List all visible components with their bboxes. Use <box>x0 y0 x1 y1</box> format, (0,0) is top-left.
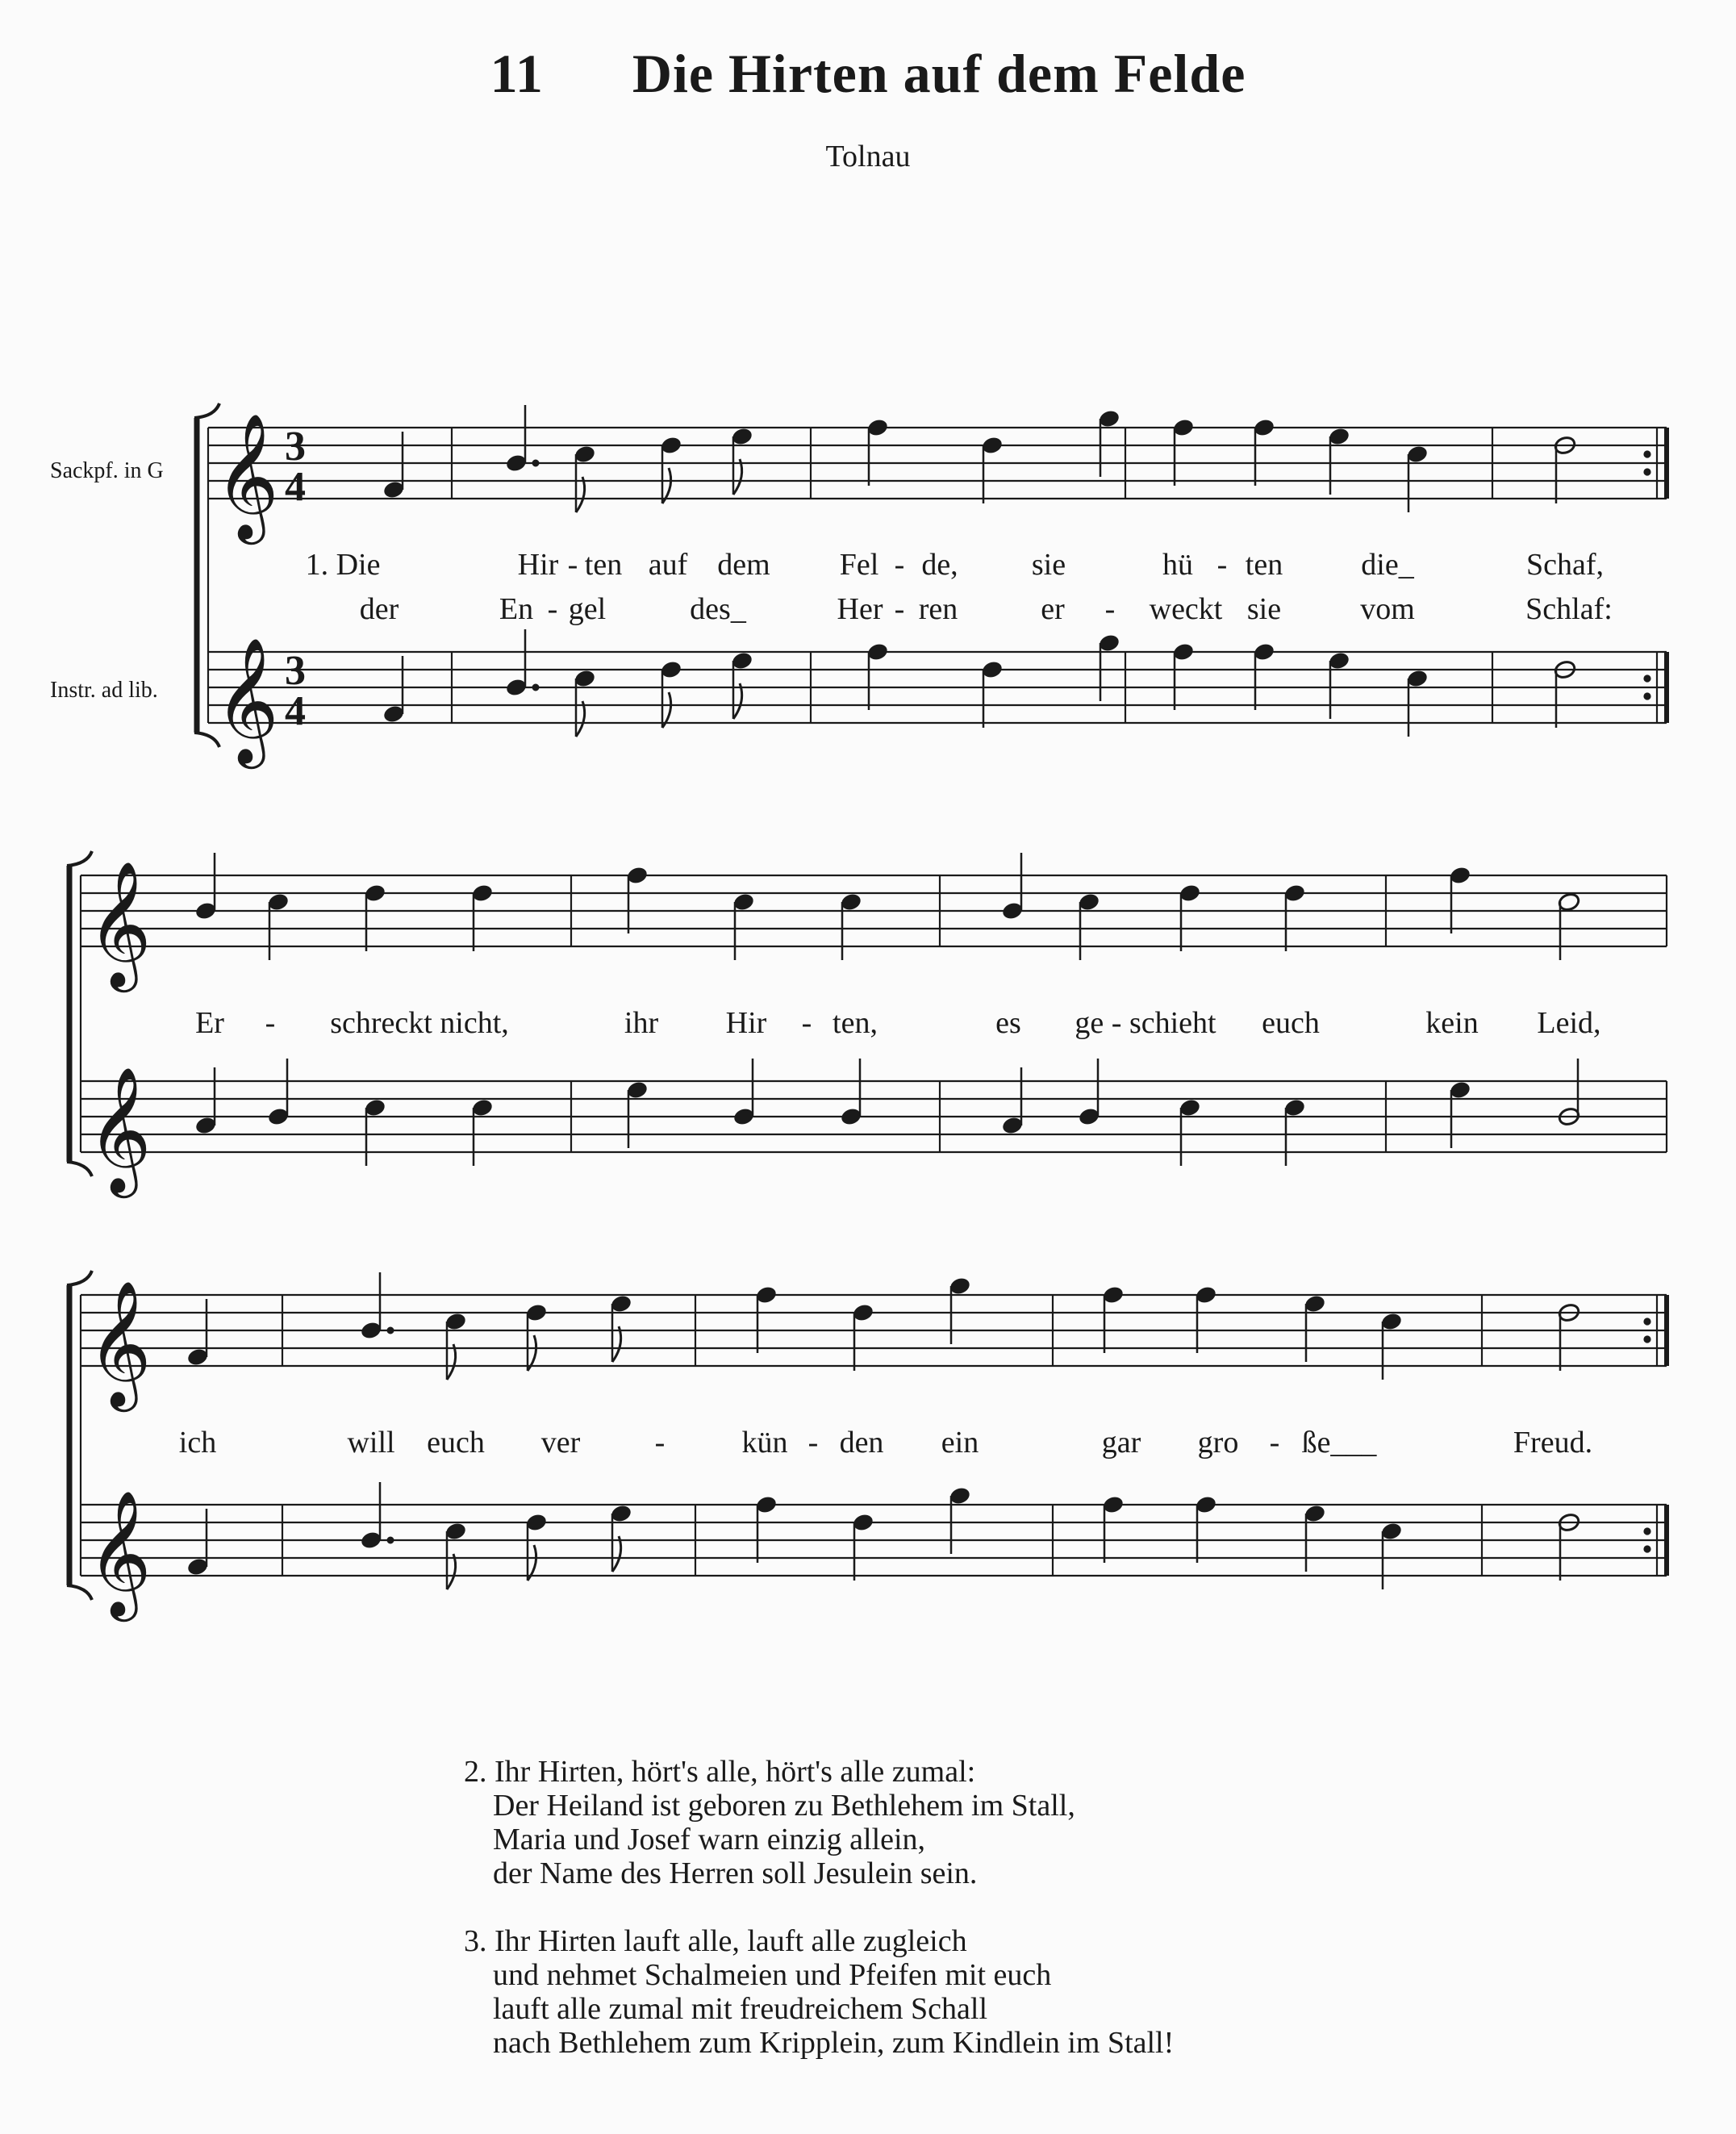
lyric-syllable: vom <box>1360 592 1415 626</box>
instrument-label-lower: Instr. ad lib. <box>50 678 158 703</box>
verse-line: Maria und Josef warn einzig allein, <box>493 1823 926 1856</box>
lyric-syllable: hü <box>1162 548 1193 582</box>
lyric-syllable: de, <box>921 548 958 582</box>
lyric-syllable: ren <box>918 592 958 626</box>
augmentation-dot <box>387 1327 394 1334</box>
repeat-dot <box>1645 452 1650 457</box>
lyric-syllable: ich <box>178 1426 217 1460</box>
lyric-syllable: Hir <box>725 1006 767 1040</box>
repeat-dot <box>1645 1337 1650 1343</box>
lyric-syllable: sie <box>1031 548 1066 582</box>
note-flag <box>612 1536 621 1572</box>
verse-line: Der Heiland ist geboren zu Bethlehem im Stall, <box>493 1789 1075 1823</box>
treble-clef-icon: 𝄞 <box>87 860 152 987</box>
lyric-syllable: es <box>995 1006 1021 1040</box>
lyric-syllable: - <box>1216 548 1228 582</box>
additional-verses <box>464 1755 1174 2094</box>
lyric-syllable: Her <box>837 592 883 626</box>
lyric-syllable: - <box>807 1426 819 1460</box>
lyric-syllable: Er <box>195 1006 224 1040</box>
lyric-syllable: will <box>347 1426 395 1460</box>
song-origin: Tolnau <box>825 140 911 173</box>
lyric-syllable: Schlaf: <box>1525 592 1613 626</box>
time-signature-lower: 4 <box>285 688 306 734</box>
lyric-syllable: - <box>265 1006 276 1040</box>
lyric-syllable: Fel <box>839 548 879 582</box>
lyric-syllable: En <box>499 592 534 626</box>
verse-line: der Name des Herren soll Jesulein sein. <box>493 1856 978 1890</box>
note-flag <box>447 1344 456 1380</box>
repeat-dot <box>1645 676 1650 682</box>
repeat-dot <box>1645 470 1650 475</box>
note-flag <box>576 477 585 512</box>
verse-line: nach Bethlehem zum Kripplein, zum Kindlein im Stall! <box>493 2026 1175 2060</box>
note-flag <box>733 459 742 495</box>
lyric-syllable: dem <box>717 548 770 582</box>
lyric-syllable: - <box>547 592 558 626</box>
repeat-dot <box>1645 694 1650 700</box>
lyric-syllable: ten <box>1245 548 1283 582</box>
verse-line: 2. Ihr Hirten, hört's alle, hört's alle zumal: <box>464 1755 976 1789</box>
lyric-syllable: gro <box>1197 1426 1239 1460</box>
augmentation-dot <box>532 460 539 466</box>
lyric-syllable: 1. Die <box>305 548 381 582</box>
repeat-dot <box>1645 1547 1650 1552</box>
song-number: 11 <box>490 43 544 104</box>
note-flag <box>447 1554 456 1589</box>
lyric-syllable: ten <box>584 548 623 582</box>
lyric-syllable: der <box>359 592 399 626</box>
lyric-syllable: des_ <box>690 592 746 626</box>
lyric-syllable: - <box>1104 592 1116 626</box>
lyric-syllable: ten, <box>833 1006 878 1040</box>
lyric-syllable: - <box>567 548 578 582</box>
time-signature-upper: 3 <box>285 648 306 694</box>
repeat-dot <box>1645 1319 1650 1325</box>
note-flag <box>733 683 742 719</box>
lyric-syllable: ver <box>540 1426 581 1460</box>
note-flag <box>612 1326 621 1362</box>
lyric-syllable: den <box>839 1426 884 1460</box>
lyric-syllable: kün <box>741 1426 788 1460</box>
treble-clef-icon: 𝄞 <box>215 412 279 539</box>
time-signature-upper: 3 <box>285 424 306 470</box>
lyric-syllable: euch <box>427 1426 485 1460</box>
treble-clef-icon: 𝄞 <box>87 1066 152 1192</box>
song-title-text: Die Hirten auf dem Felde <box>632 43 1246 104</box>
verse-line: und nehmet Schalmeien und Pfeifen mit euch <box>493 1958 1052 1992</box>
verse-3 <box>464 1924 1174 2060</box>
lyric-syllable: Freud. <box>1513 1426 1593 1460</box>
lyric-syllable: euch <box>1262 1006 1320 1040</box>
lyric-syllable: - <box>801 1006 812 1040</box>
verse-line: 3. Ihr Hirten lauft alle, lauft alle zugleich <box>464 1924 967 1958</box>
augmentation-dot <box>387 1537 394 1543</box>
repeat-dot <box>1645 1529 1650 1535</box>
lyric-syllable: ge - schieht <box>1075 1006 1216 1040</box>
time-signature-lower: 4 <box>285 464 306 510</box>
lyric-syllable: Schaf, <box>1525 548 1605 582</box>
augmentation-dot <box>532 684 539 691</box>
lyric-syllable: ße___ <box>1301 1426 1377 1460</box>
lyric-syllable: weckt <box>1149 592 1223 626</box>
note-flag <box>576 701 585 737</box>
verse-line: lauft alle zumal mit freudreichem Schall <box>493 1992 988 2026</box>
lyric-syllable: sie <box>1246 592 1282 626</box>
treble-clef-icon: 𝄞 <box>87 1489 152 1616</box>
lyric-syllable: gar <box>1101 1426 1141 1460</box>
lyric-syllable: Leid, <box>1537 1006 1601 1040</box>
lyric-syllable: gel <box>568 592 607 626</box>
lyric-syllable: - <box>654 1426 666 1460</box>
lyric-syllable: die_ <box>1361 548 1414 582</box>
lyric-syllable: er <box>1041 592 1065 626</box>
lyric-syllable: kein <box>1425 1006 1479 1040</box>
instrument-label-upper: Sackpf. in G <box>50 458 164 483</box>
lyric-syllable: auf <box>648 548 688 582</box>
treble-clef-icon: 𝄞 <box>215 637 279 763</box>
lyric-syllable: ein <box>941 1426 979 1460</box>
lyric-syllable: - <box>894 548 905 582</box>
lyric-syllable: - <box>1269 1426 1280 1460</box>
lyric-syllable: ihr <box>624 1006 659 1040</box>
lyric-syllable: schreckt nicht, <box>330 1006 509 1040</box>
lyric-syllable: - <box>894 592 905 626</box>
treble-clef-icon: 𝄞 <box>87 1280 152 1406</box>
lyric-syllable: Hir <box>517 548 559 582</box>
verse-2 <box>464 1755 1174 1890</box>
